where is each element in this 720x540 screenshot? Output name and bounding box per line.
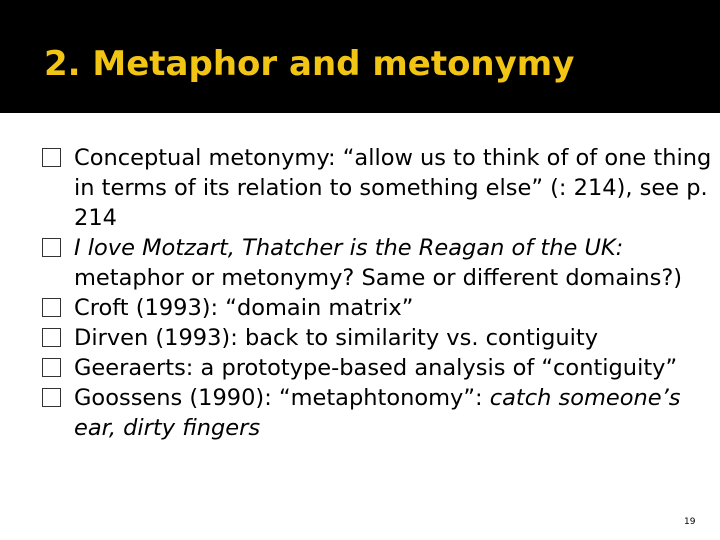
bullet-item bbox=[42, 233, 712, 293]
title-bar bbox=[0, 0, 720, 113]
bullet-text: Goossens (1990): “metaphtonomy”: bbox=[74, 385, 490, 411]
bullet-text: Croft (1993): “domain matrix” bbox=[74, 295, 414, 321]
bullet-marker-icon bbox=[42, 328, 61, 347]
bullet-text: metaphor or metonymy? Same or different domains?) bbox=[74, 265, 683, 291]
bullet-text: Dirven (1993): back to similarity vs. contiguity bbox=[74, 325, 599, 351]
slide-title: 2. Metaphor and metonymy bbox=[44, 44, 575, 84]
bullet-item bbox=[42, 353, 712, 383]
bullet-marker-icon bbox=[42, 298, 61, 317]
bullet-text-italic: catch someone’s ear, dirty fingers bbox=[74, 385, 681, 441]
bullet-item bbox=[42, 383, 712, 443]
bullet-text: Geeraerts: a prototype-based analysis of “contiguity” bbox=[74, 355, 678, 381]
bullet-marker-icon bbox=[42, 148, 61, 167]
bullet-marker-icon bbox=[42, 358, 61, 377]
bullet-marker-icon bbox=[42, 388, 61, 407]
bullet-item bbox=[42, 143, 712, 233]
bullet-list bbox=[42, 143, 712, 443]
bullet-text-italic: I love Motzart, Thatcher is the Reagan of the UK: bbox=[74, 235, 624, 261]
bullet-item bbox=[42, 323, 712, 353]
page-number: 19 bbox=[684, 517, 696, 527]
bullet-text: Conceptual metonymy: “allow us to think of of one thing in terms of its relation to something else” (: 214), see p. 214 bbox=[74, 145, 712, 231]
bullet-marker-icon bbox=[42, 238, 61, 257]
bullet-item bbox=[42, 293, 712, 323]
